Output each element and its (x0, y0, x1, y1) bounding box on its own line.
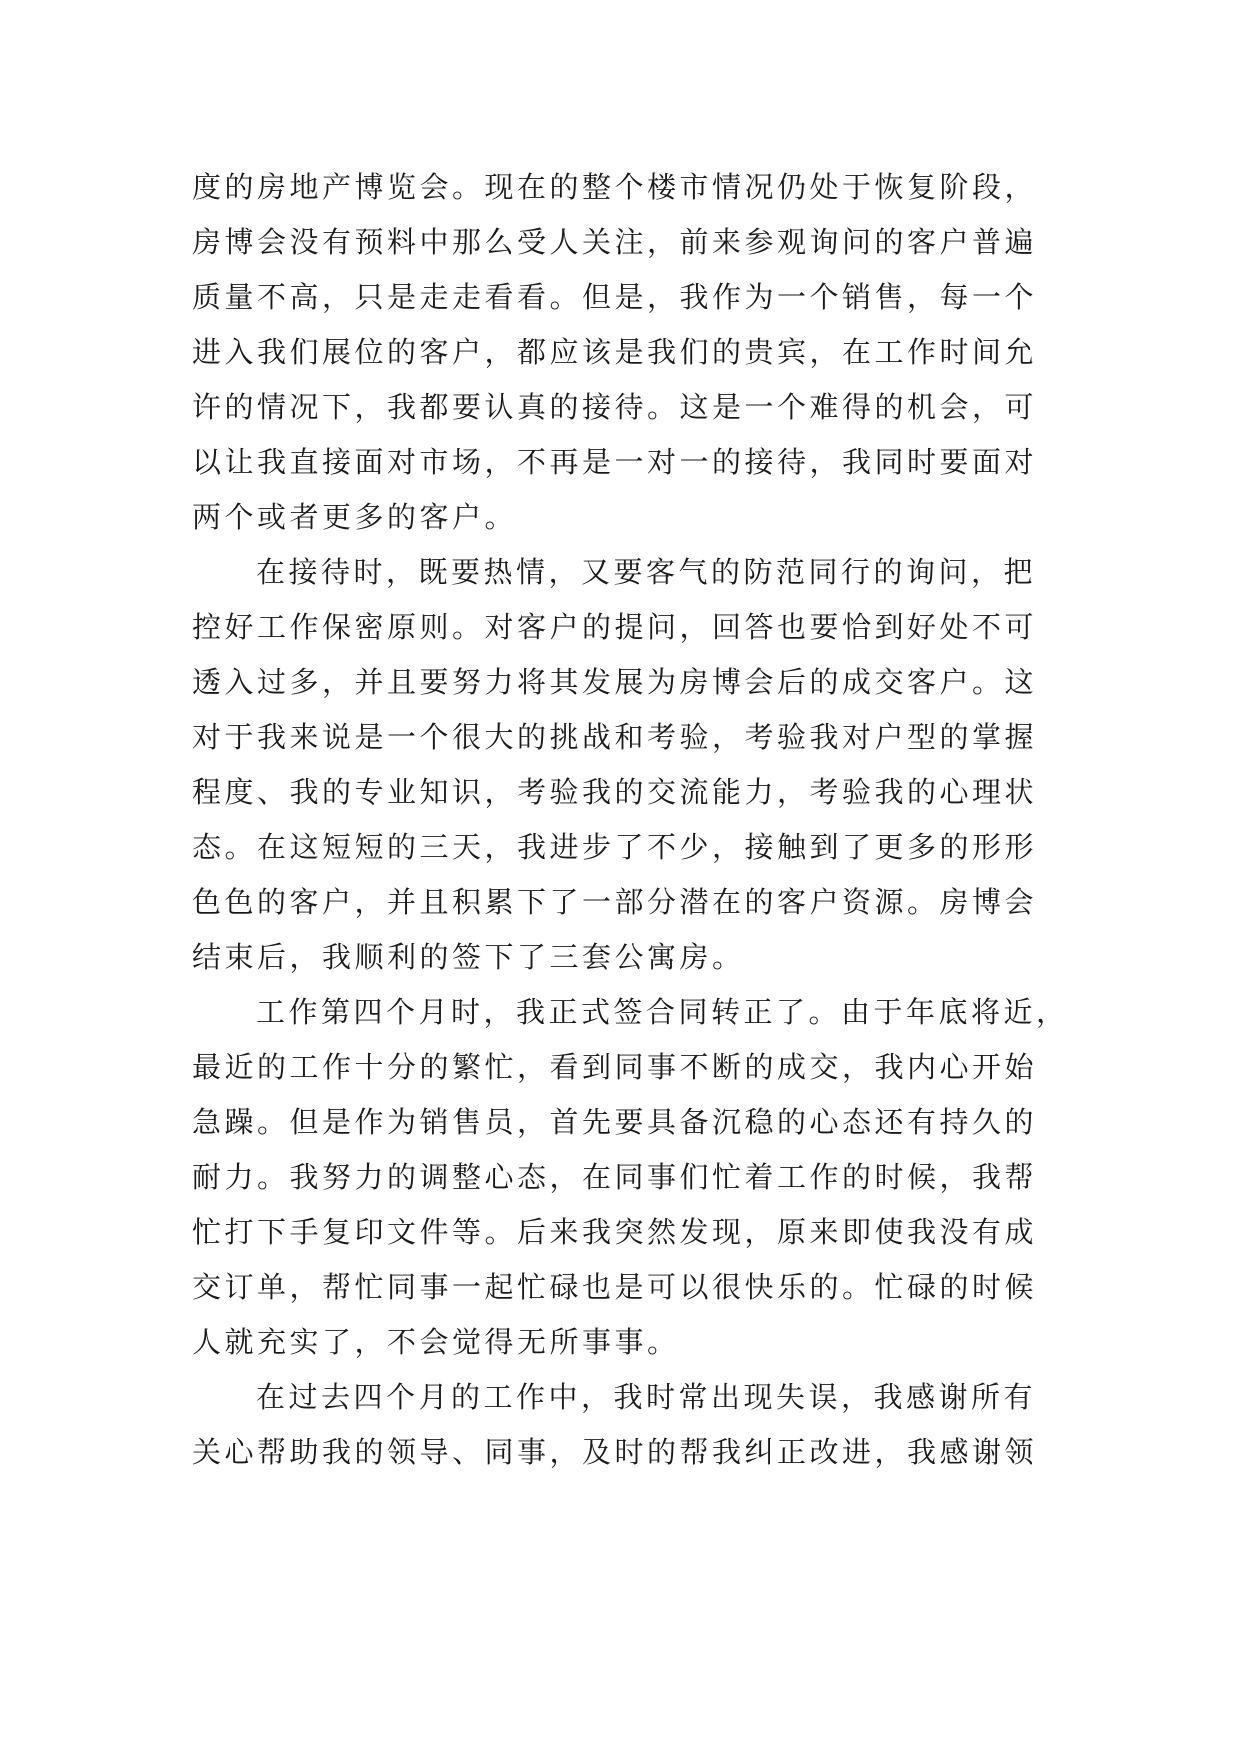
text-line: 进入我们展位的客户，都应该是我们的贵宾，在工作时间允 (192, 335, 1038, 369)
text-line: 许的情况下，我都要认真的接待。这是一个难得的机会，可 (192, 390, 1038, 424)
document-body (192, 160, 1069, 1480)
text-line: 耐力。我努力的调整心态，在同事们忙着工作的时候，我帮 (192, 1160, 1038, 1194)
text-line: 在过去四个月的工作中，我时常出现失误，我感谢所有 (256, 1380, 1037, 1414)
text-line: 两个或者更多的客户。 (192, 500, 518, 534)
text-line: 控好工作保密原则。对客户的提问，回答也要恰到好处不可 (192, 610, 1038, 644)
text-line: 最近的工作十分的繁忙，看到同事不断的成交，我内心开始 (192, 1050, 1038, 1084)
text-line: 对于我来说是一个很大的挑战和考验，考验我对户型的掌握 (192, 720, 1038, 754)
text-line: 质量不高，只是走走看看。但是，我作为一个销售，每一个 (192, 280, 1038, 314)
text-line: 度的房地产博览会。现在的整个楼市情况仍处于恢复阶段， (192, 170, 1038, 204)
paragraph-2 (192, 545, 1048, 985)
text-line: 色色的客户，并且积累下了一部分潜在的客户资源。房博会 (192, 885, 1038, 919)
text-line: 关心帮助我的领导、同事，及时的帮我纠正改进，我感谢领 (192, 1435, 1038, 1469)
text-line: 以让我直接面对市场，不再是一对一的接待，我同时要面对 (192, 445, 1038, 479)
paragraph-4 (192, 1370, 1048, 1480)
text-line: 忙打下手复印文件等。后来我突然发现，原来即使我没有成 (192, 1215, 1038, 1249)
text-line: 房博会没有预料中那么受人关注，前来参观询问的客户普遍 (192, 225, 1038, 259)
paragraph-1 (192, 160, 1048, 545)
text-line: 人就充实了，不会觉得无所事事。 (192, 1325, 680, 1359)
text-line: 急躁。但是作为销售员，首先要具备沉稳的心态还有持久的 (192, 1105, 1038, 1139)
text-line: 态。在这短短的三天，我进步了不少，接触到了更多的形形 (192, 830, 1038, 864)
text-line: 工作第四个月时，我正式签合同转正了。由于年底将近， (256, 995, 1069, 1029)
text-line: 交订单，帮忙同事一起忙碌也是可以很快乐的。忙碌的时候 (192, 1270, 1038, 1304)
text-line: 程度、我的专业知识，考验我的交流能力，考验我的心理状 (192, 775, 1038, 809)
text-line: 在接待时，既要热情，又要客气的防范同行的询问，把 (256, 555, 1037, 589)
text-line: 透入过多，并且要努力将其发展为房博会后的成交客户。这 (192, 665, 1038, 699)
text-line: 结束后，我顺利的签下了三套公寓房。 (192, 940, 745, 974)
paragraph-3 (192, 985, 1069, 1370)
